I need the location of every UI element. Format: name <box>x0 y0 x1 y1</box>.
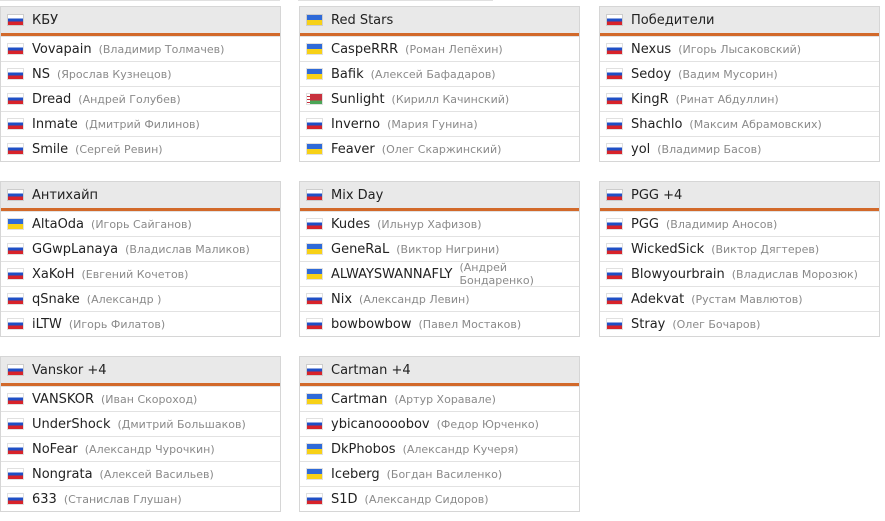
player-row[interactable] <box>1 461 280 486</box>
player-nick[interactable]: Cartman <box>331 391 388 407</box>
player-nick[interactable]: ybicanoooobov <box>331 416 430 432</box>
team-header[interactable] <box>1 6 280 36</box>
player-row[interactable] <box>300 111 579 136</box>
player-row[interactable] <box>1 86 280 111</box>
team-name: КБУ <box>32 12 59 28</box>
player-real-name: (Александр Сидоров) <box>364 492 489 506</box>
team-card <box>299 181 580 337</box>
player-real-name: (Богдан Василенко) <box>386 467 503 481</box>
player-real-name: (Максим Абрамовских) <box>689 117 822 131</box>
player-real-name: (Олег Бочаров) <box>672 317 761 331</box>
player-row[interactable] <box>300 211 579 236</box>
team-header[interactable] <box>1 356 280 386</box>
player-nick[interactable]: 633 <box>32 491 57 507</box>
flag-icon <box>307 394 322 404</box>
player-real-name: (Федор Юрченко) <box>436 417 539 431</box>
player-real-name: (Рустам Мавлютов) <box>691 292 803 306</box>
player-nick[interactable]: NS <box>32 66 50 82</box>
player-real-name: (Виктор Дягтерев) <box>711 242 820 256</box>
flag-icon <box>307 15 322 25</box>
player-nick[interactable]: Shachlo <box>631 116 683 132</box>
player-nick[interactable]: ALWAYSWANNAFLY <box>331 266 453 282</box>
player-row[interactable] <box>1 286 280 311</box>
player-row[interactable] <box>300 486 579 511</box>
player-row[interactable] <box>600 311 879 336</box>
player-real-name: (Роман Лепёхин) <box>405 42 503 56</box>
player-row[interactable] <box>300 386 579 411</box>
flag-icon <box>607 15 622 25</box>
flag-icon <box>8 144 23 154</box>
player-real-name: (Андрей Голубев) <box>78 92 181 106</box>
player-nick[interactable]: Kudes <box>331 216 371 232</box>
flag-icon <box>307 119 322 129</box>
player-row[interactable] <box>300 286 579 311</box>
flag-icon <box>607 69 622 79</box>
flag-icon <box>307 69 322 79</box>
flag-icon <box>8 244 23 254</box>
player-real-name: (Игорь Филатов) <box>68 317 166 331</box>
flag-icon <box>307 244 322 254</box>
flag-icon <box>8 219 23 229</box>
flag-icon <box>8 469 23 479</box>
player-row[interactable] <box>600 111 879 136</box>
player-nick[interactable]: iLTW <box>32 316 62 332</box>
flag-icon <box>8 419 23 429</box>
team-header[interactable] <box>300 356 579 386</box>
flag-icon <box>8 444 23 454</box>
flag-icon <box>8 15 23 25</box>
player-row[interactable] <box>600 261 879 286</box>
player-real-name: (Алексей Бафадаров) <box>370 67 496 81</box>
player-real-name: (Александр Чурочкин) <box>84 442 215 456</box>
player-nick[interactable]: Blowyourbrain <box>631 266 725 282</box>
player-row[interactable] <box>1 236 280 261</box>
player-nick[interactable]: Feaver <box>331 141 375 157</box>
player-row[interactable] <box>600 36 879 61</box>
flag-icon <box>307 319 322 329</box>
player-nick[interactable]: bowbowbow <box>331 316 412 332</box>
player-real-name: (Сергей Ревин) <box>75 142 163 156</box>
flag-icon <box>8 319 23 329</box>
flag-icon <box>607 94 622 104</box>
player-real-name: (Кирилл Качинский) <box>391 92 510 106</box>
player-nick[interactable]: CaspeRRR <box>331 41 399 57</box>
player-real-name: (Дмитрий Большаков) <box>117 417 246 431</box>
player-real-name: (Александр ) <box>86 292 162 306</box>
player-row[interactable] <box>1 436 280 461</box>
player-nick[interactable]: Iceberg <box>331 466 380 482</box>
player-real-name: (Владислав Маликов) <box>125 242 250 256</box>
team-card <box>0 181 281 337</box>
flag-icon <box>307 269 322 279</box>
team-header[interactable] <box>1 181 280 211</box>
top-divider <box>0 0 885 1</box>
flag-icon <box>8 294 23 304</box>
team-card <box>599 181 880 337</box>
player-row[interactable] <box>1 386 280 411</box>
flag-icon <box>307 294 322 304</box>
team-card <box>299 356 580 512</box>
player-nick[interactable]: KingR <box>631 91 669 107</box>
flag-icon <box>307 419 322 429</box>
player-nick[interactable]: Nix <box>331 291 353 307</box>
player-real-name: (Иван Скороход) <box>101 392 198 406</box>
team-header[interactable] <box>600 181 879 211</box>
flag-icon <box>307 365 322 375</box>
flag-icon <box>8 494 23 504</box>
team-name: Антихайп <box>32 187 99 203</box>
player-real-name: (Владимир Басов) <box>657 142 762 156</box>
player-row[interactable] <box>1 261 280 286</box>
player-nick[interactable]: UnderShock <box>32 416 111 432</box>
player-row[interactable] <box>300 86 579 111</box>
player-nick[interactable]: Inverno <box>331 116 381 132</box>
player-real-name: (Артур Хоравале) <box>394 392 496 406</box>
player-nick[interactable]: Smile <box>32 141 69 157</box>
player-row[interactable] <box>1 61 280 86</box>
player-real-name: (Игорь Лысаковский) <box>678 42 802 56</box>
player-nick[interactable]: yol <box>631 141 651 157</box>
player-nick[interactable]: qSnake <box>32 291 80 307</box>
player-row[interactable] <box>300 261 579 286</box>
team-card <box>299 6 580 162</box>
player-real-name: (Дмитрий Филинов) <box>84 117 200 131</box>
flag-icon <box>8 44 23 54</box>
flag-icon <box>307 44 322 54</box>
player-row[interactable] <box>300 136 579 161</box>
flag-icon <box>307 94 322 104</box>
team-header[interactable] <box>300 6 579 36</box>
team-name: Cartman +4 <box>331 362 411 378</box>
player-row[interactable] <box>300 61 579 86</box>
player-nick[interactable]: Stray <box>631 316 666 332</box>
flag-icon <box>607 269 622 279</box>
player-row[interactable] <box>600 86 879 111</box>
team-header[interactable] <box>600 6 879 36</box>
player-real-name: (Ярослав Кузнецов) <box>56 67 172 81</box>
player-real-name: (Александр Кучеря) <box>402 442 519 456</box>
team-name: Победители <box>631 12 715 28</box>
player-real-name: (Олег Скаржинский) <box>381 142 502 156</box>
player-real-name: (Вадим Мусорин) <box>678 67 778 81</box>
player-nick[interactable]: AltaOda <box>32 216 85 232</box>
player-row[interactable] <box>600 61 879 86</box>
player-real-name: (Владислав Морозюк) <box>731 267 858 281</box>
flag-icon <box>8 365 23 375</box>
player-nick[interactable]: Nexus <box>631 41 672 57</box>
player-row[interactable] <box>300 311 579 336</box>
player-real-name: (Александр Левин) <box>359 292 470 306</box>
flag-icon <box>607 294 622 304</box>
player-nick[interactable]: Nongrata <box>32 466 93 482</box>
player-real-name: (Евгений Кочетов) <box>81 267 189 281</box>
player-row[interactable] <box>300 436 579 461</box>
player-row[interactable] <box>300 36 579 61</box>
player-row[interactable] <box>1 486 280 511</box>
player-row[interactable] <box>600 236 879 261</box>
player-real-name: (Игорь Сайганов) <box>91 217 192 231</box>
flag-icon <box>607 190 622 200</box>
player-row[interactable] <box>1 36 280 61</box>
player-nick[interactable]: GeneRaL <box>331 241 390 257</box>
player-nick[interactable]: GGwpLanaya <box>32 241 119 257</box>
player-real-name: (Виктор Нигрини) <box>396 242 500 256</box>
player-nick[interactable]: NoFear <box>32 441 78 457</box>
flag-icon <box>8 269 23 279</box>
player-nick[interactable]: Sedoy <box>631 66 672 82</box>
player-real-name: (Ринат Абдуллин) <box>675 92 779 106</box>
player-real-name: (Ильнур Хафизов) <box>377 217 482 231</box>
flag-icon <box>8 69 23 79</box>
flag-icon <box>8 94 23 104</box>
player-nick[interactable]: Bafik <box>331 66 364 82</box>
player-nick[interactable]: Dread <box>32 91 72 107</box>
player-row[interactable] <box>300 236 579 261</box>
player-nick[interactable]: VANSKOR <box>32 391 95 407</box>
team-header[interactable] <box>300 181 579 211</box>
player-row[interactable] <box>300 411 579 436</box>
player-row[interactable] <box>600 211 879 236</box>
flag-icon <box>307 444 322 454</box>
player-row[interactable] <box>1 136 280 161</box>
team-name: Red Stars <box>331 12 394 28</box>
flag-icon <box>607 44 622 54</box>
player-nick[interactable]: WickedSick <box>631 241 705 257</box>
team-name: PGG +4 <box>631 187 683 203</box>
player-real-name: (Павел Мостаков) <box>418 317 522 331</box>
player-row[interactable] <box>300 461 579 486</box>
flag-icon <box>307 190 322 200</box>
flag-icon <box>607 244 622 254</box>
flag-icon <box>307 494 322 504</box>
team-card <box>599 6 880 162</box>
player-real-name: (Владимир Толмачев) <box>98 42 225 56</box>
player-row[interactable] <box>1 411 280 436</box>
team-card <box>0 6 281 162</box>
flag-icon <box>607 219 622 229</box>
team-name: Vanskor +4 <box>32 362 107 378</box>
player-nick[interactable]: Inmate <box>32 116 78 132</box>
flag-icon <box>8 190 23 200</box>
flag-icon <box>307 219 322 229</box>
player-row[interactable] <box>600 136 879 161</box>
flag-icon <box>8 119 23 129</box>
flag-icon <box>607 119 622 129</box>
player-real-name: (Алексей Васильев) <box>99 467 214 481</box>
player-nick[interactable]: DkPhobos <box>331 441 396 457</box>
player-row[interactable] <box>600 286 879 311</box>
flag-icon <box>607 144 622 154</box>
player-row[interactable] <box>1 311 280 336</box>
player-real-name: (Владимир Аносов) <box>666 217 778 231</box>
player-nick[interactable]: Sunlight <box>331 91 385 107</box>
player-real-name: (Станислав Глушан) <box>63 492 182 506</box>
flag-icon <box>307 469 322 479</box>
player-real-name: (Мария Гунина) <box>387 117 478 131</box>
player-row[interactable] <box>1 111 280 136</box>
player-real-name: (Андрей Бондаренко) <box>459 261 534 287</box>
player-nick[interactable]: Adekvat <box>631 291 685 307</box>
player-nick[interactable]: Vovapain <box>32 41 92 57</box>
flag-icon <box>8 394 23 404</box>
flag-icon <box>607 319 622 329</box>
player-nick[interactable]: S1D <box>331 491 358 507</box>
flag-icon <box>307 144 322 154</box>
team-card <box>0 356 281 512</box>
team-name: Mix Day <box>331 187 384 203</box>
player-nick[interactable]: XaKoH <box>32 266 75 282</box>
player-row[interactable] <box>1 211 280 236</box>
player-nick[interactable]: PGG <box>631 216 659 232</box>
